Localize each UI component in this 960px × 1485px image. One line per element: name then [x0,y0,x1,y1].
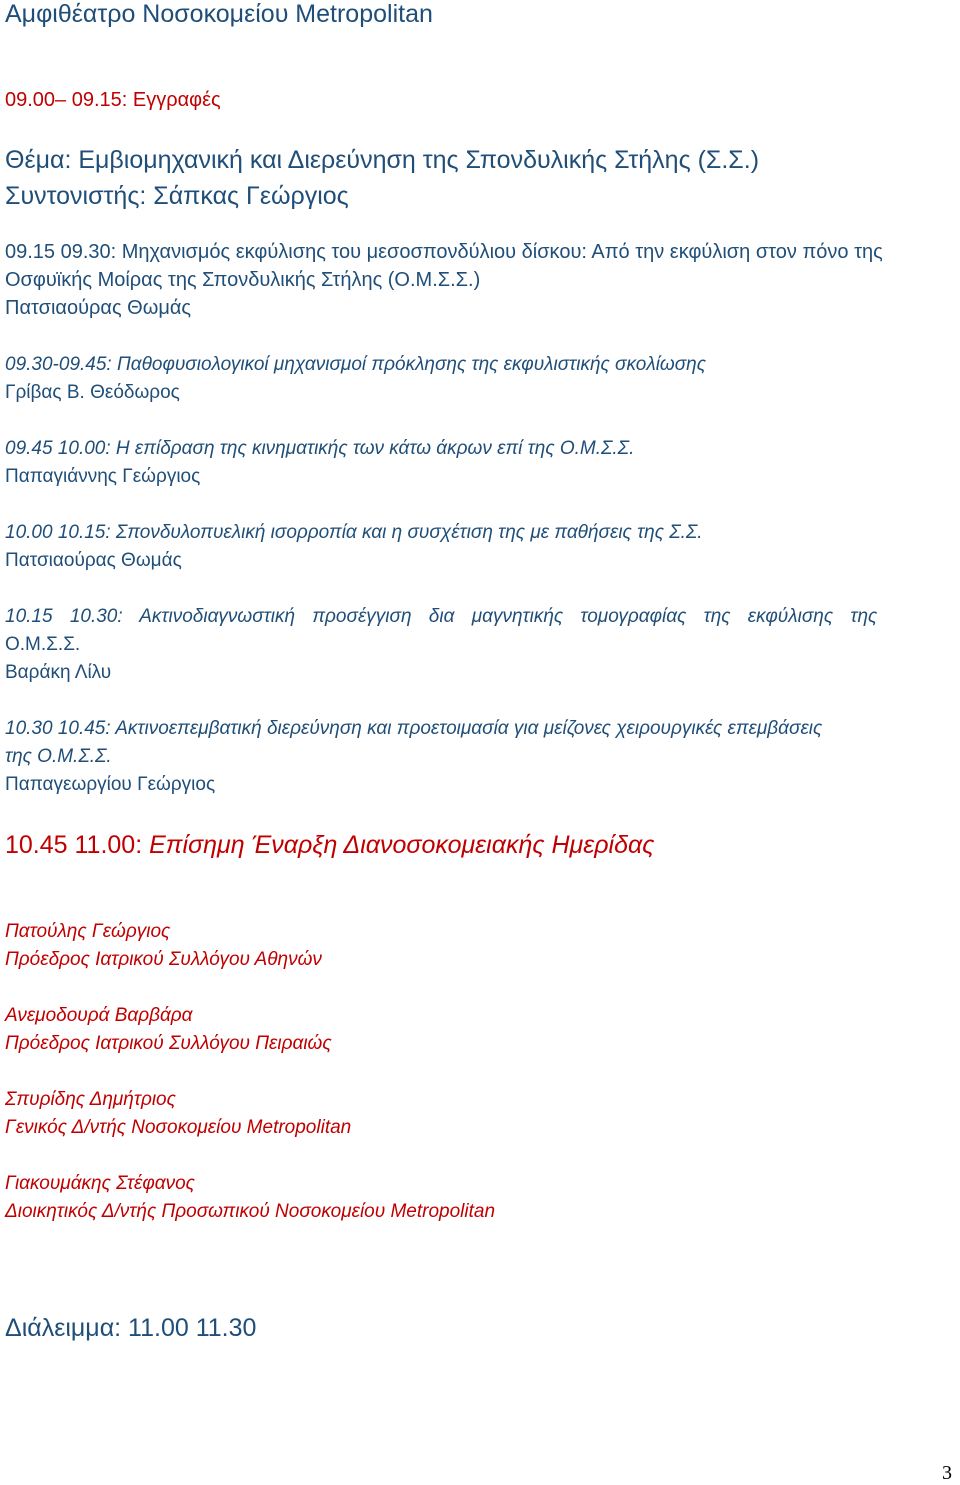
registration-time: 09.00– 09.15: Εγγραφές [5,89,221,111]
official-1-role: Πρόεδρος Ιατρικού Συλλόγου Αθηνών [5,949,322,970]
official-3-name: Σπυρίδης Δημήτριος [5,1089,176,1110]
talk-2-speaker: Γρίβας Β. Θεόδωρος [5,382,180,403]
talk-3-title: 09.45 10.00: Η επίδραση της κινηματικής των κάτω άκρων επί της Ο.Μ.Σ.Σ. [5,438,635,459]
talk-5-title-line-2: Ο.Μ.Σ.Σ. [5,634,81,655]
opening-time: 10.45 11.00: [5,831,150,859]
talk-2-title: 09.30-09.45: Παθοφυσιολογικοί μηχανισμοί πρόκλησης της εκφυλιστικής σκολίωσης [5,354,706,375]
talk-6-speaker: Παπαγεωργίου Γεώργιος [5,774,216,795]
talk-3-speaker: Παπαγιάννης Γεώργιος [5,466,201,487]
session-coordinator: Συντονιστής: Σάπκας Γεώργιος [5,182,349,210]
talk-1-title-line-2: Οσφυϊκής Μοίρας της Σπονδυλικής Στήλης (Ο.Μ.Σ.Σ.) [5,269,481,291]
talk-4-title: 10.00 10.15: Σπονδυλοπυελική ισορροπία και η συσχέτιση της με παθήσεις της Σ.Σ. [5,522,703,543]
official-2-role: Πρόεδρος Ιατρικού Συλλόγου Πειραιώς [5,1033,332,1054]
opening-line [5,833,654,858]
talk-6-title-line-2: της Ο.Μ.Σ.Σ. [5,746,112,767]
talk-4-speaker: Πατσιαούρας Θωμάς [5,550,182,571]
talk-1-speaker: Πατσιαούρας Θωμάς [5,297,192,319]
talk-1-title-line-1: 09.15 09.30: Μηχανισμός εκφύλισης του μεσοσπονδύλιου δίσκου: Από την εκφύλιση στον πόνο της [5,241,883,263]
page-number: 3 [942,1462,952,1484]
talk-6-title-line-1: 10.30 10.45: Ακτινοεπεμβατική διερεύνηση και προετοιμασία για μείζονες χειρουργικές επεμβάσεις [5,718,823,739]
venue-title: Αμφιθέατρο Νοσοκομείου Metropolitan [5,0,433,28]
talk-5-title-line-1: 10.15 10.30: Ακτινοδιαγνωστική προσέγγιση δια μαγνητικής τομογραφίας της εκφύλισης της [5,606,878,627]
session-theme: Θέμα: Εμβιομηχανική και Διερεύνηση της Σπονδυλικής Στήλης (Σ.Σ.) [5,146,760,174]
official-3-role: Γενικός Δ/ντής Νοσοκομείου Metropolitan [5,1117,352,1138]
official-4-role: Διοικητικός Δ/ντής Προσωπικού Νοσοκομείου Metropolitan [5,1201,496,1222]
opening-title: Επίσημη Έναρξη Διανοσοκομειακής Ημερίδας [149,831,655,859]
official-2-name: Ανεμοδουρά Βαρβάρα [5,1005,193,1026]
official-4-name: Γιακουμάκης Στέφανος [5,1173,195,1194]
official-1-name: Πατούλης Γεώργιος [5,921,171,942]
break-time: Διάλειμμα: 11.00 11.30 [5,1314,257,1342]
talk-5-speaker: Βαράκη Λίλυ [5,662,112,683]
